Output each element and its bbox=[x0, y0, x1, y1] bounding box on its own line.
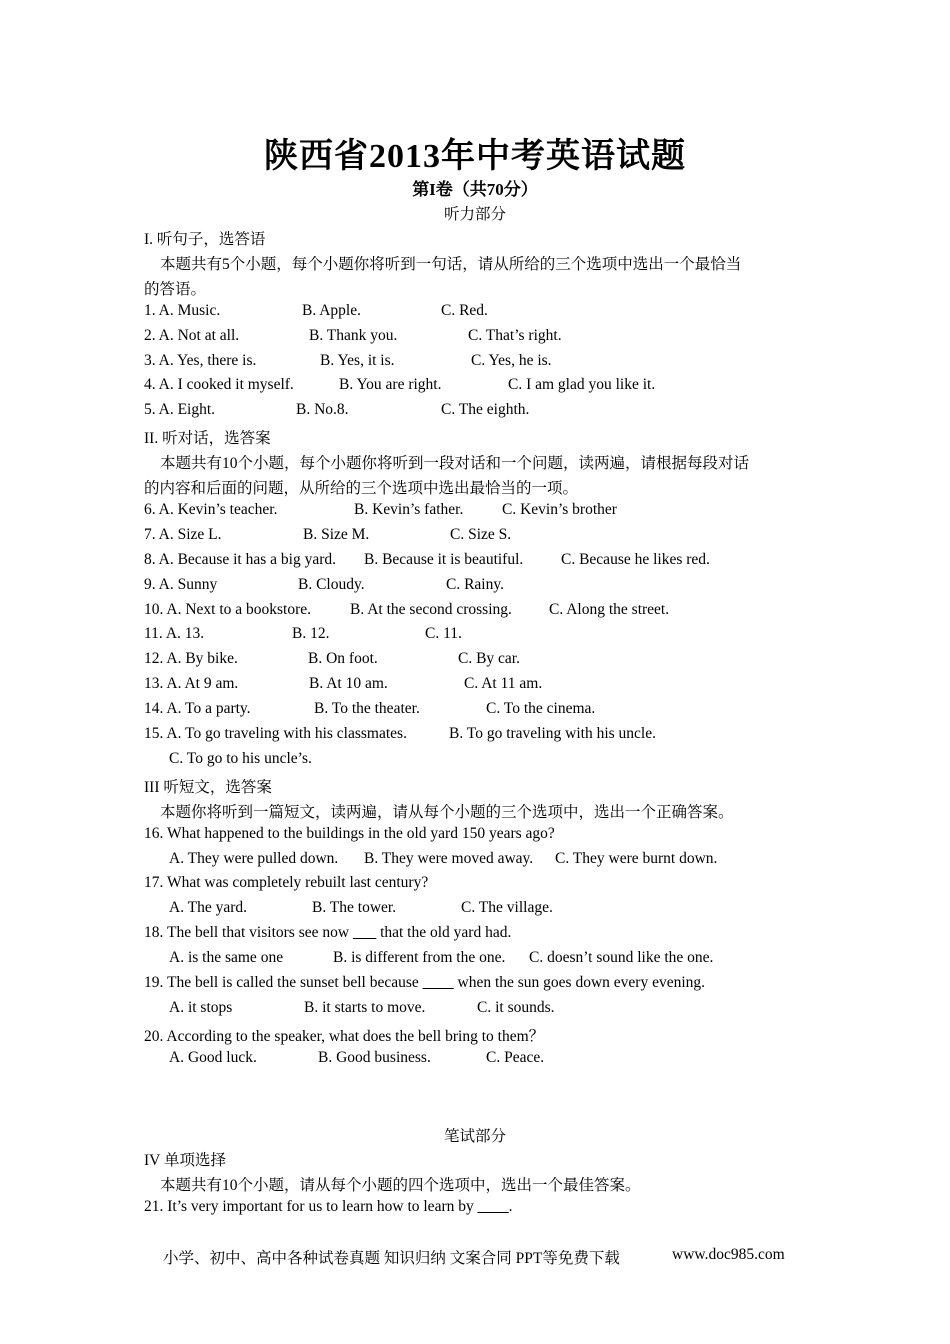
option-b: B. Cloudy. bbox=[298, 576, 365, 593]
option-c: C. doesn’t sound like the one. bbox=[529, 949, 714, 966]
question-stem: 17. What was completely rebuilt last century? bbox=[144, 874, 429, 891]
option-b: B. The tower. bbox=[312, 899, 397, 916]
option-a: A. The yard. bbox=[169, 899, 248, 916]
option-c: C. The eighth. bbox=[441, 401, 530, 418]
option-a: 4. A. I cooked it myself. bbox=[144, 376, 294, 393]
section1-intro-line1: 本题共有5个小题，每个小题你将听到一句话，请从所给的三个选项中选出一个最恰当 bbox=[160, 256, 742, 273]
option-b: B. Yes, it is. bbox=[320, 352, 395, 369]
option-c: C. At 11 am. bbox=[464, 675, 543, 692]
option-b: B. To the theater. bbox=[314, 700, 420, 717]
option-c: C. 11. bbox=[425, 625, 462, 642]
stem-text: 21. It’s very important for us to learn how to learn by bbox=[144, 1198, 478, 1215]
option-a: 14. A. To a party. bbox=[144, 700, 251, 717]
option-a: 9. A. Sunny bbox=[144, 576, 218, 593]
page-subtitle: 第I卷（共70分） bbox=[412, 180, 538, 199]
option-a: 8. A. Because it has a big yard. bbox=[144, 551, 336, 568]
question-stem bbox=[144, 924, 511, 942]
option-b: B. Size M. bbox=[303, 526, 370, 543]
option-b: B. To go traveling with his uncle. bbox=[449, 725, 656, 742]
listening-heading: 听力部分 bbox=[443, 206, 506, 223]
section2-intro-line1: 本题共有10个小题，每个小题你将听到一段对话和一个问题，读两遍，请根据每段对话 bbox=[160, 455, 750, 472]
question-stem: 16. What happened to the buildings in the old yard 150 years ago? bbox=[144, 825, 555, 842]
option-b: B. is different from the one. bbox=[333, 949, 506, 966]
option-b: B. Good business. bbox=[318, 1049, 431, 1066]
stem-text: 19. The bell is called the sunset bell because bbox=[144, 974, 423, 991]
option-a: 12. A. By bike. bbox=[144, 650, 238, 667]
option-b: B. On foot. bbox=[308, 650, 378, 667]
footer-url[interactable]: www.doc985.com bbox=[672, 1246, 785, 1263]
question-row-continued bbox=[169, 750, 312, 768]
option-a: 13. A. At 9 am. bbox=[144, 675, 239, 692]
answer-blank: ____ bbox=[422, 974, 454, 991]
stem-text: 18. The bell that visitors see now bbox=[144, 924, 353, 941]
option-a: A. is the same one bbox=[169, 949, 284, 966]
option-a: 15. A. To go traveling with his classmates. bbox=[144, 725, 407, 742]
page-footer bbox=[163, 1246, 785, 1268]
question-stem bbox=[144, 974, 705, 992]
option-b: B. Thank you. bbox=[309, 327, 398, 344]
option-c: C. I am glad you like it. bbox=[508, 376, 656, 393]
option-a: 3. A. Yes, there is. bbox=[144, 352, 257, 369]
option-c: C. Yes, he is. bbox=[471, 352, 552, 369]
section4-heading: IV 单项选择 bbox=[144, 1152, 226, 1169]
option-c: C. To the cinema. bbox=[486, 700, 596, 717]
option-c: C. The village. bbox=[461, 899, 553, 916]
answer-blank: ____ bbox=[477, 1198, 509, 1215]
option-c: C. Because he likes red. bbox=[561, 551, 710, 568]
option-c: C. To go to his uncle’s. bbox=[169, 750, 312, 767]
footer-text: 小学、初中、高中各种试卷真题 知识归纳 文案合同 PPT等免费下载 bbox=[163, 1250, 620, 1267]
option-c: C. Along the street. bbox=[549, 601, 670, 618]
option-b: B. At 10 am. bbox=[309, 675, 388, 692]
option-a: 2. A. Not at all. bbox=[144, 327, 240, 344]
option-b: B. At the second crossing. bbox=[350, 601, 512, 618]
option-a: 7. A. Size L. bbox=[144, 526, 222, 543]
section4-intro: 本题共有10个小题，请从每个小题的四个选项中，选出一个最佳答案。 bbox=[160, 1177, 641, 1194]
option-b: B. Because it is beautiful. bbox=[364, 551, 524, 568]
option-a: A. Good luck. bbox=[169, 1049, 257, 1066]
answer-blank: ___ bbox=[352, 924, 377, 941]
section1-intro-line2: 的答语。 bbox=[144, 281, 207, 298]
option-a: A. They were pulled down. bbox=[169, 850, 339, 867]
option-c: C. Red. bbox=[441, 302, 488, 319]
writing-heading: 笔试部分 bbox=[443, 1128, 506, 1145]
option-b: B. it starts to move. bbox=[304, 999, 426, 1016]
option-a: 10. A. Next to a bookstore. bbox=[144, 601, 312, 618]
option-a: 6. A. Kevin’s teacher. bbox=[144, 501, 278, 518]
section2-intro-line2: 的内容和后面的问题，从所给的三个选项中选出最恰当的一项。 bbox=[144, 480, 579, 497]
option-c: C. That’s right. bbox=[468, 327, 562, 344]
option-b: B. Apple. bbox=[302, 302, 361, 319]
option-b: B. 12. bbox=[292, 625, 330, 642]
option-b: B. You are right. bbox=[339, 376, 442, 393]
section2-heading: II. 听对话，选答案 bbox=[144, 430, 271, 447]
stem-text: . bbox=[508, 1198, 513, 1215]
page-title: 陕西省2013年中考英语试题 bbox=[264, 138, 686, 175]
option-c: C. Peace. bbox=[486, 1049, 545, 1066]
option-c: C. Kevin’s brother bbox=[502, 501, 617, 518]
question-stem bbox=[144, 1198, 512, 1216]
option-b: B. No.8. bbox=[296, 401, 349, 418]
option-c: C. it sounds. bbox=[477, 999, 555, 1016]
stem-text: when the sun goes down every evening. bbox=[453, 974, 706, 991]
section3-heading: III 听短文，选答案 bbox=[144, 779, 272, 796]
section3-intro: 本题你将听到一篇短文，读两遍，请从每个小题的三个选项中，选出一个正确答案。 bbox=[160, 804, 734, 821]
stem-text: that the old yard had. bbox=[376, 924, 512, 941]
option-a: A. it stops bbox=[169, 999, 233, 1016]
option-b: B. Kevin’s father. bbox=[354, 501, 464, 518]
option-a: 5. A. Eight. bbox=[144, 401, 216, 418]
option-c: C. Rainy. bbox=[446, 576, 504, 593]
option-c: C. By car. bbox=[458, 650, 520, 667]
option-c: C. Size S. bbox=[450, 526, 512, 543]
question-stem: 20. According to the speaker, what does the bell bring to them？ bbox=[144, 1028, 545, 1045]
option-c: C. They were burnt down. bbox=[555, 850, 718, 867]
option-b: B. They were moved away. bbox=[364, 850, 534, 867]
section1-heading: I. 听句子，选答语 bbox=[144, 231, 266, 248]
option-a: 1. A. Music. bbox=[144, 302, 221, 319]
option-a: 11. A. 13. bbox=[144, 625, 205, 642]
